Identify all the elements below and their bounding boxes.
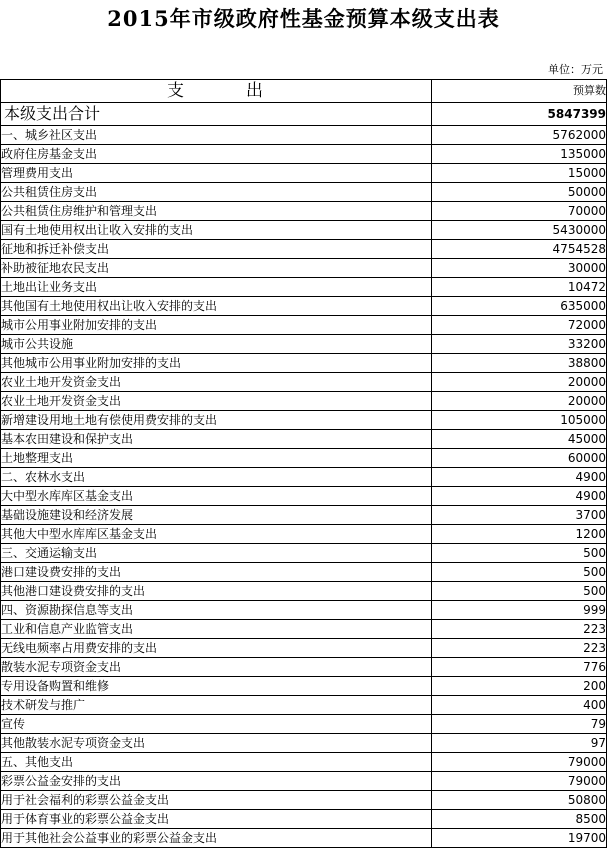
- total-value: 5847399: [432, 103, 607, 126]
- row-value: 70000: [432, 202, 607, 221]
- table-row: [1, 221, 607, 240]
- row-label: 二、农林水支出: [1, 468, 432, 487]
- table-row: [1, 601, 607, 620]
- row-value: 10472: [432, 278, 607, 297]
- row-value: 1200: [432, 525, 607, 544]
- row-label: 港口建设费安排的支出: [1, 563, 432, 582]
- row-label: 用于其他社会公益事业的彩票公益金支出: [1, 829, 432, 848]
- row-label: 城市公共设施: [1, 335, 432, 354]
- row-value: 97: [432, 734, 607, 753]
- row-label: 五、其他支出: [1, 753, 432, 772]
- page-title: 2015年市级政府性基金预算本级支出表: [107, 6, 500, 31]
- table-row: [1, 791, 607, 810]
- table-header-row: [1, 80, 607, 103]
- row-label: 其他港口建设费安排的支出: [1, 582, 432, 601]
- row-value: 5430000: [432, 221, 607, 240]
- row-value: 20000: [432, 373, 607, 392]
- row-label: 宣传: [1, 715, 432, 734]
- row-value: 79000: [432, 753, 607, 772]
- row-label: 土地出让业务支出: [1, 278, 432, 297]
- table-row: [1, 734, 607, 753]
- table-row: [1, 449, 607, 468]
- table-row: [1, 639, 607, 658]
- row-label: 无线电频率占用费安排的支出: [1, 639, 432, 658]
- row-value: 500: [432, 544, 607, 563]
- table-row: [1, 696, 607, 715]
- row-value: 50800: [432, 791, 607, 810]
- table-row: [1, 468, 607, 487]
- table-row: [1, 544, 607, 563]
- row-value: 4900: [432, 468, 607, 487]
- row-label: 工业和信息产业监管支出: [1, 620, 432, 639]
- table-row: [1, 772, 607, 791]
- row-value: 20000: [432, 392, 607, 411]
- row-label: 农业土地开发资金支出: [1, 392, 432, 411]
- table-row: [1, 373, 607, 392]
- table-row: [1, 677, 607, 696]
- row-value: 33200: [432, 335, 607, 354]
- table-row: [1, 164, 607, 183]
- header-item-a: 支: [167, 81, 186, 101]
- row-value: 105000: [432, 411, 607, 430]
- row-label: 其他城市公用事业附加安排的支出: [1, 354, 432, 373]
- unit-label: 单位：万元: [548, 63, 603, 76]
- row-value: 135000: [432, 145, 607, 164]
- row-label: 其他大中型水库库区基金支出: [1, 525, 432, 544]
- row-value: 19700: [432, 829, 607, 848]
- table-row: [1, 259, 607, 278]
- table-row: [1, 202, 607, 221]
- row-label: 管理费用支出: [1, 164, 432, 183]
- row-label: 新增建设用地土地有偿使用费安排的支出: [1, 411, 432, 430]
- row-label: 公共租赁住房维护和管理支出: [1, 202, 432, 221]
- row-value: 50000: [432, 183, 607, 202]
- row-value: 4900: [432, 487, 607, 506]
- row-value: 4754528: [432, 240, 607, 259]
- row-value: 30000: [432, 259, 607, 278]
- table-row: [1, 297, 607, 316]
- row-label: 大中型水库库区基金支出: [1, 487, 432, 506]
- row-value: 500: [432, 582, 607, 601]
- row-value: 8500: [432, 810, 607, 829]
- row-value: 776: [432, 658, 607, 677]
- row-label: 彩票公益金安排的支出: [1, 772, 432, 791]
- table-row: [1, 354, 607, 373]
- table-row: [1, 411, 607, 430]
- table-row: [1, 145, 607, 164]
- table-row: [1, 563, 607, 582]
- table-row: [1, 810, 607, 829]
- row-value: 999: [432, 601, 607, 620]
- row-label: 用于体育事业的彩票公益金支出: [1, 810, 432, 829]
- header-item-b: 出: [246, 81, 265, 101]
- row-label: 公共租赁住房支出: [1, 183, 432, 202]
- table-row: [1, 183, 607, 202]
- table-row: [1, 278, 607, 297]
- table-row: [1, 430, 607, 449]
- row-value: 45000: [432, 430, 607, 449]
- table-row: [1, 392, 607, 411]
- row-value: 72000: [432, 316, 607, 335]
- row-value: 60000: [432, 449, 607, 468]
- row-value: 200: [432, 677, 607, 696]
- table-row: [1, 715, 607, 734]
- row-label: 技术研发与推广: [1, 696, 432, 715]
- table-row: [1, 753, 607, 772]
- row-label: 专用设备购置和维修: [1, 677, 432, 696]
- row-label: 基本农田建设和保护支出: [1, 430, 432, 449]
- row-value: 79: [432, 715, 607, 734]
- row-label: 一、城乡社区支出: [1, 126, 432, 145]
- row-value: 635000: [432, 297, 607, 316]
- row-value: 500: [432, 563, 607, 582]
- row-value: 3700: [432, 506, 607, 525]
- table-row: [1, 620, 607, 639]
- table-row: [1, 506, 607, 525]
- row-label: 三、交通运输支出: [1, 544, 432, 563]
- header-item-cell: [1, 80, 432, 103]
- table-row: [1, 335, 607, 354]
- row-value: 5762000: [432, 126, 607, 145]
- row-label: 散装水泥专项资金支出: [1, 658, 432, 677]
- row-value: 400: [432, 696, 607, 715]
- row-label: 政府住房基金支出: [1, 145, 432, 164]
- row-label: 征地和拆迁补偿支出: [1, 240, 432, 259]
- table-row: [1, 316, 607, 335]
- budget-table: [0, 79, 607, 848]
- header-amount: 预算数: [432, 80, 607, 103]
- row-label: 国有土地使用权出让收入安排的支出: [1, 221, 432, 240]
- row-value: 79000: [432, 772, 607, 791]
- row-label: 四、资源勘探信息等支出: [1, 601, 432, 620]
- total-row: [1, 103, 607, 126]
- total-label: 本级支出合计: [1, 103, 432, 126]
- row-value: 15000: [432, 164, 607, 183]
- row-label: 其他国有土地使用权出让收入安排的支出: [1, 297, 432, 316]
- table-row: [1, 829, 607, 848]
- row-label: 用于社会福利的彩票公益金支出: [1, 791, 432, 810]
- table-row: [1, 240, 607, 259]
- row-label: 城市公用事业附加安排的支出: [1, 316, 432, 335]
- table-row: [1, 582, 607, 601]
- row-label: 土地整理支出: [1, 449, 432, 468]
- table-row: [1, 487, 607, 506]
- row-label: 基础设施建设和经济发展: [1, 506, 432, 525]
- row-label: 农业土地开发资金支出: [1, 373, 432, 392]
- row-label: 补助被征地农民支出: [1, 259, 432, 278]
- row-label: 其他散装水泥专项资金支出: [1, 734, 432, 753]
- table-row: [1, 126, 607, 145]
- row-value: 223: [432, 639, 607, 658]
- row-value: 223: [432, 620, 607, 639]
- table-row: [1, 658, 607, 677]
- row-value: 38800: [432, 354, 607, 373]
- table-row: [1, 525, 607, 544]
